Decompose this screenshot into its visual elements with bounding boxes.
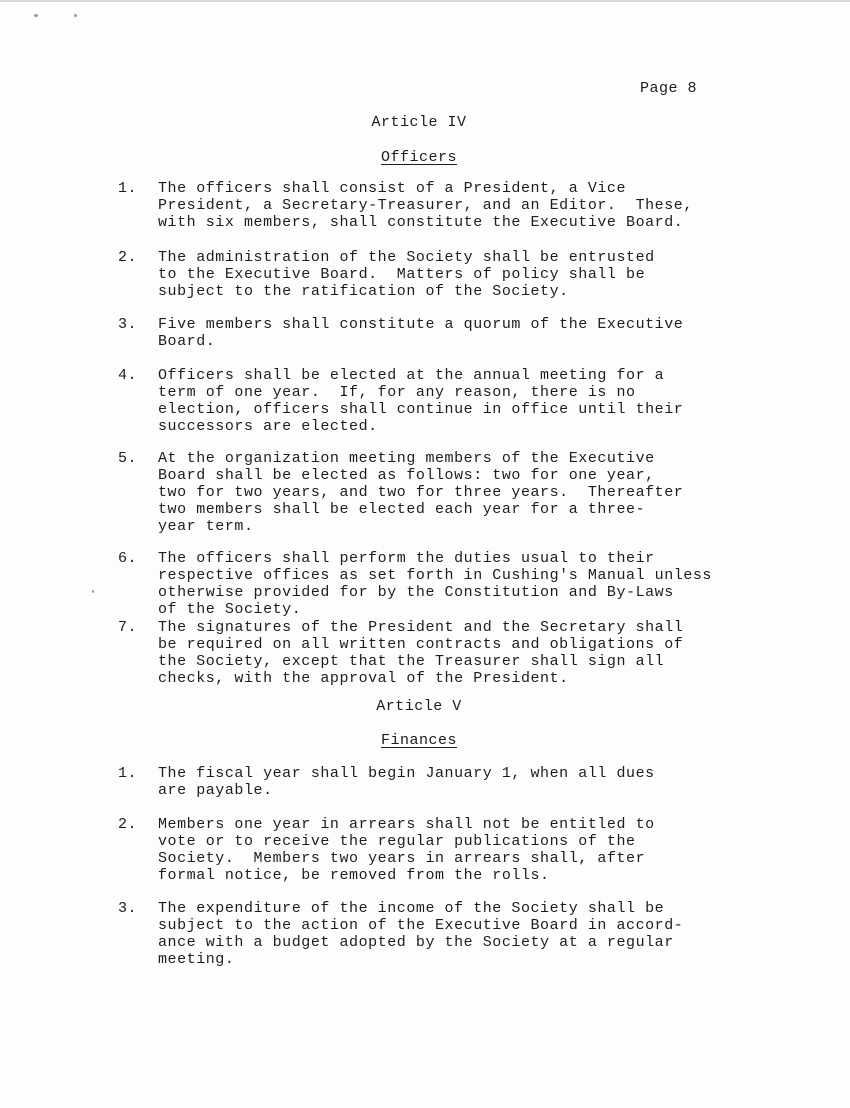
item-text: The officers shall perform the duties usual to their respective offices as set forth in Cushing's Manual unless otherwise provided for by the Constitution and By-Laws of the Society.	[158, 550, 712, 618]
item-number: 4.	[118, 367, 138, 384]
item-text: Officers shall be elected at the annual meeting for a term of one year. If, for any reason, there is no election, officers shall continue in office until their successors are elected.	[158, 367, 684, 435]
item-text: The signatures of the President and the Secretary shall be required on all written contracts and obligations of the Society, except that the Treasurer shall sign all checks, with the approval of the President.	[158, 619, 684, 687]
item-number: 7.	[118, 619, 138, 636]
item-number: 2.	[118, 249, 138, 266]
paper-speck	[92, 590, 94, 593]
item-number: 5.	[118, 450, 138, 467]
item-number: 2.	[118, 816, 138, 833]
item-number: 1.	[118, 180, 138, 197]
item-number: 3.	[118, 316, 138, 333]
item-text: The officers shall consist of a President, a Vice President, a Secretary-Treasurer, and an Editor. These, with six members, shall constitute the Executive Board.	[158, 180, 693, 231]
item-number: 6.	[118, 550, 138, 567]
article-iv-subtitle: Officers	[380, 149, 457, 166]
article-v-title: Article V	[376, 698, 462, 715]
page-number: Page 8	[640, 80, 698, 97]
item-number: 1.	[118, 765, 138, 782]
item-text: The fiscal year shall begin January 1, when all dues are payable.	[158, 765, 655, 799]
item-number: 3.	[118, 900, 138, 917]
article-iv-title: Article IV	[371, 114, 467, 131]
item-text: Five members shall constitute a quorum of the Executive Board.	[158, 316, 684, 350]
paper-speck	[34, 14, 38, 17]
item-text: The expenditure of the income of the Society shall be subject to the action of the Executive Board in accord- ance with a budget adopted by the Society at a regular meeting.	[158, 900, 684, 968]
paper-speck	[74, 14, 77, 17]
item-text: The administration of the Society shall be entrusted to the Executive Board. Matters of policy shall be subject to the ratification of the Society.	[158, 249, 655, 300]
article-v-subtitle: Finances	[380, 732, 457, 749]
item-text: Members one year in arrears shall not be entitled to vote or to receive the regular publications of the Society. Members two years in arrears shall, after formal notice, be removed from the rolls.	[158, 816, 655, 884]
item-text: At the organization meeting members of the Executive Board shall be elected as follows: two for one year, two for two years, and two for three years. Thereafter two members shall be elected each year for a three- year term.	[158, 450, 684, 535]
page-top-edge	[0, 0, 850, 2]
